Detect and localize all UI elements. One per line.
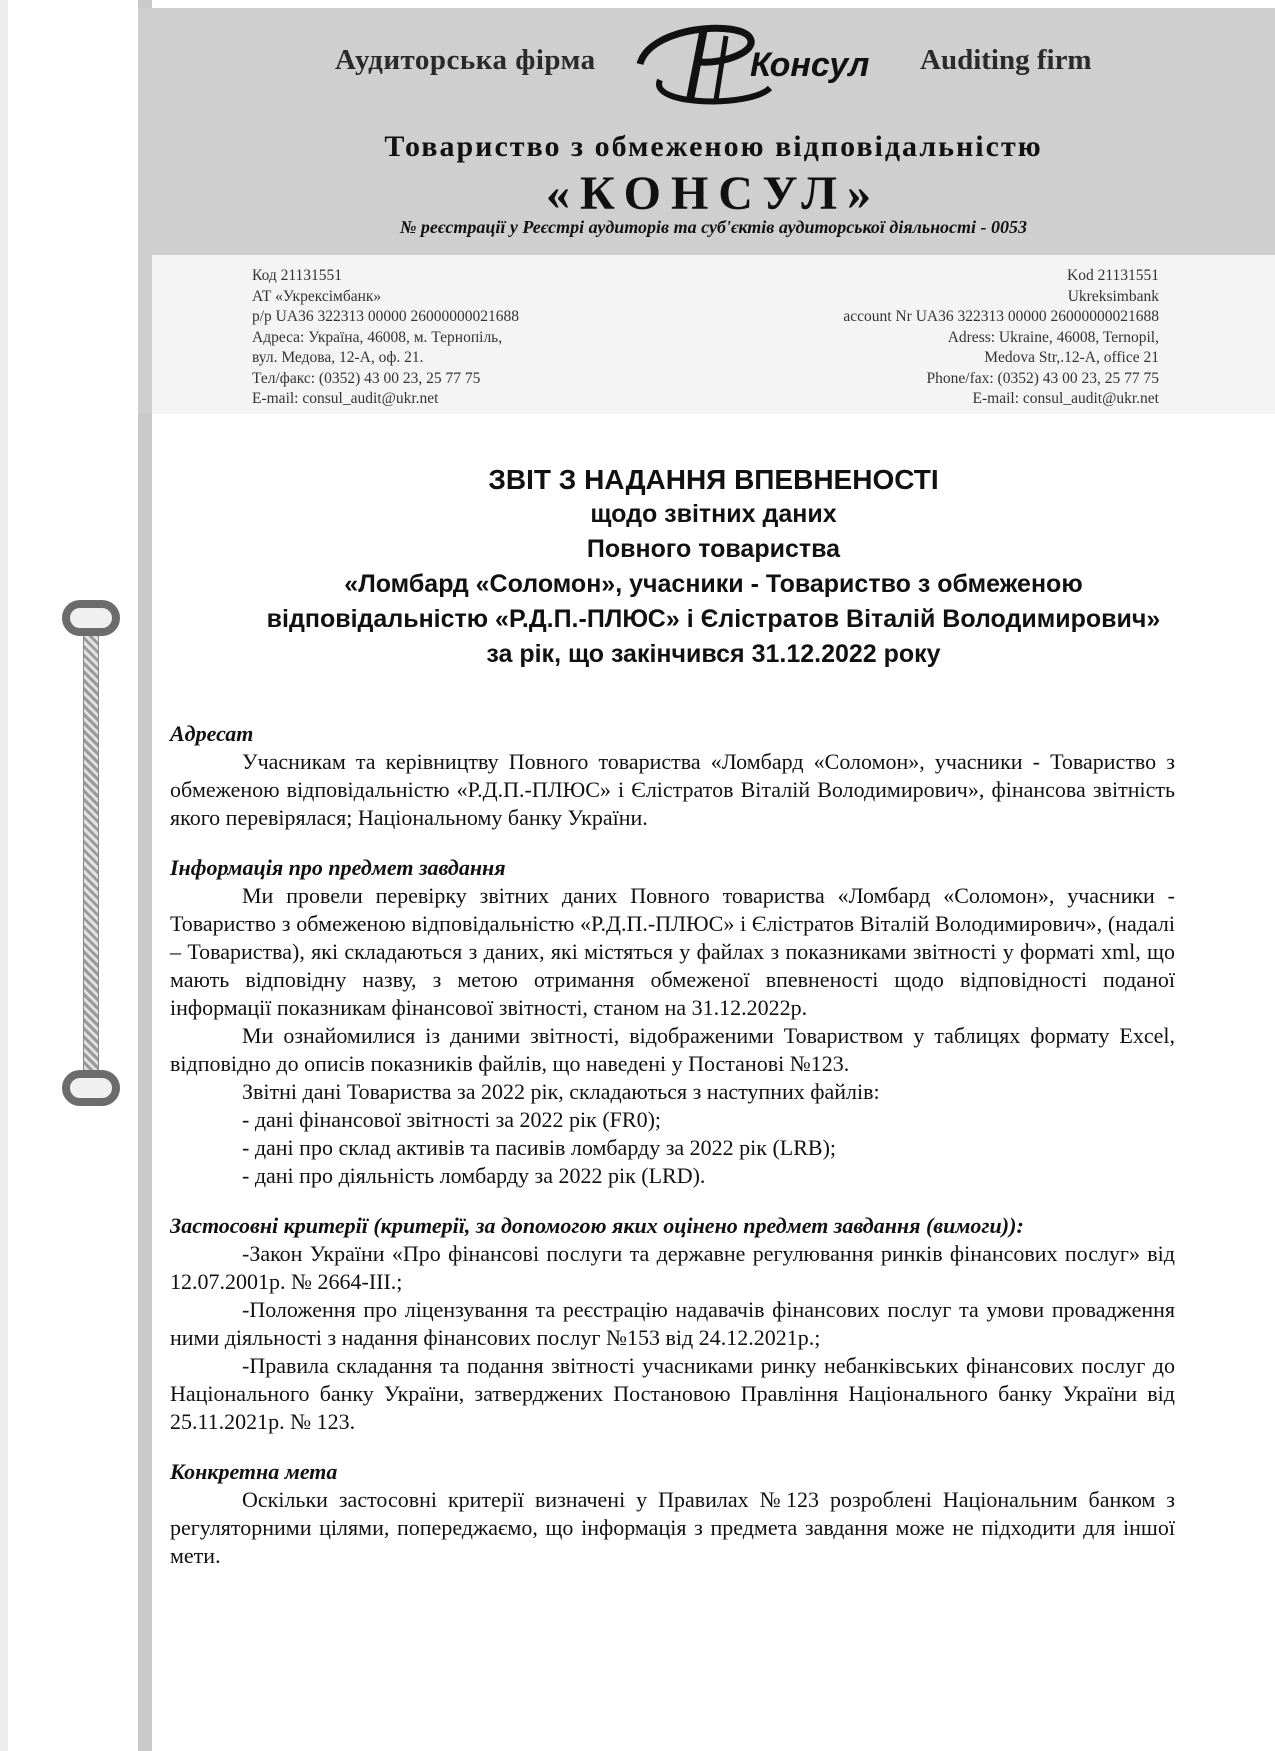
- paragraph: Звітні дані Товариства за 2022 рік, складаються з наступних файлів:: [242, 1079, 880, 1104]
- contact-line: АТ «Укрексімбанк»: [252, 287, 382, 305]
- title-line: відповідальністю «Р.Д.П.-ПЛЮС» і Єлістратов Віталій Володимирович»: [266, 605, 1161, 633]
- section-addressee: [170, 720, 1175, 832]
- contact-line: р/р UA36 322313 00000 26000000021688: [252, 308, 519, 325]
- paragraph: Ми ознайомилися із даними звітності, відображеними Товариством у таблицях формату Excel, відповідно до описів показників файлів, що наведені у Постанові №123.: [170, 1023, 1175, 1076]
- contact-line: Kod 21131551: [1067, 267, 1159, 284]
- binding-cord: [83, 620, 99, 1090]
- report-body: [170, 720, 1175, 1592]
- paragraph: Оскільки застосовні критерії визначені у Правилах №123 розроблені Національним банком з регуляторними цілями, попереджаємо, що інформація з предмета завдання може не підходити для іншої мети.: [170, 1487, 1175, 1568]
- paragraph: Ми провели перевірку звітних даних Повного товариства «Ломбард «Соломон», учасники - Товариство з обмеженою відповідальністю «Р.Д.П.-ПЛЮС» і Єлістратов Віталій Володимирович», (надалі – Товариства), які складаються з даних, які містяться у файлах з показниками звітності у форматі xml, що мають відповідну назву, з метою отримання обмеженої впевненості щодо відповідності поданої інформації показникам фінансової звітності, станом на 31.12.2022р.: [170, 883, 1175, 1020]
- title-line: за рік, що закінчився 31.12.2022 року: [486, 640, 941, 668]
- contact-line: вул. Медова, 12-А, оф. 21.: [252, 349, 424, 366]
- title-line: Повного товариства: [586, 535, 841, 563]
- paragraph: -Закон України «Про фінансові послуги та державне регулювання ринків фінансових послуг» від 12.07.2001р. № 2664-ІІІ.;: [170, 1241, 1175, 1294]
- contact-email: E-mail: consul_audit@ukr.net: [252, 390, 439, 407]
- org-type: Товариство з обмеженою відповідальністю: [384, 130, 1043, 163]
- contact-email: E-mail: consul_audit@ukr.net: [972, 390, 1159, 407]
- binding-ring-bottom: [62, 1070, 120, 1106]
- section-criteria: [170, 1212, 1175, 1436]
- title-line: «Ломбард «Соломон», учасники - Товариство з обмеженою: [344, 570, 1083, 598]
- section-subject: [170, 854, 1175, 1190]
- section-heading: Застосовні критерії (критерії, за допомогою яких оцінено предмет завдання (вимоги)):: [170, 1213, 1024, 1238]
- binding-spine: [0, 0, 8, 1751]
- paragraph: Учасникам та керівництву Повного товариства «Ломбард «Соломон», учасники - Товариство з обмеженою відповідальністю «Р.Д.П.-ПЛЮС» і Єлістратов Віталій Володимирович», фінансова звітність якого перевірялася; Національному банку України.: [170, 749, 1175, 830]
- title-line: щодо звітних даних: [590, 500, 837, 528]
- firm-label-en: Auditing firm: [920, 44, 1092, 76]
- contact-line: Адреса: Україна, 46008, м. Тернопіль,: [252, 328, 503, 346]
- firm-label-ua: Аудиторська фірма: [335, 44, 596, 76]
- report-title: [152, 462, 1275, 672]
- contact-line: Код 21131551: [252, 267, 343, 284]
- section-heading: Адресат: [170, 721, 254, 746]
- list-item: - дані про склад активів та пасивів ломбарду за 2022 рік (LRB);: [242, 1135, 837, 1160]
- section-heading: Інформація про предмет завдання: [170, 855, 506, 880]
- paragraph: -Правила складання та подання звітності учасниками ринку небанківських фінансових послуг до Національного банку України, затверджених Постановою Правління Національного банку України від 25.11.2021р. № 123.: [170, 1353, 1175, 1434]
- contacts-ua: [252, 266, 519, 410]
- contact-line: Adress: Ukraine, 46008, Ternopil,: [947, 328, 1159, 346]
- registry-number: № реєстрації у Реєстрі аудиторів та суб'єктів аудиторської діяльності - 0053: [399, 217, 1028, 237]
- contacts-en: [843, 266, 1159, 410]
- contact-line: Medova Str,.12-A, office 21: [984, 349, 1159, 366]
- list-item: - дані про діяльність ломбарду за 2022 рік (LRD).: [242, 1163, 706, 1188]
- binding-ring-top: [62, 600, 120, 636]
- title-line: ЗВІТ З НАДАННЯ ВПЕВНЕНОСТІ: [488, 464, 939, 495]
- paragraph: -Положення про ліцензування та реєстрацію надавачів фінансових послуг та умови провадження ними діяльності з надання фінансових послуг №153 від 24.12.2021р.;: [170, 1297, 1175, 1350]
- logo-text: Консул: [750, 46, 870, 84]
- section-purpose: [170, 1458, 1175, 1570]
- konsul-logo: [630, 18, 890, 110]
- contact-line: Тел/факс: (0352) 43 00 23, 25 77 75: [252, 369, 481, 387]
- contact-line: Ukreksimbank: [1067, 287, 1159, 305]
- org-name: «КОНСУЛ»: [546, 167, 881, 220]
- contact-line: account Nr UA36 322313 00000 26000000021688: [843, 308, 1159, 325]
- list-item: - дані фінансової звітності за 2022 рік (FR0);: [242, 1107, 662, 1132]
- section-heading: Конкретна мета: [170, 1459, 338, 1484]
- contact-line: Phone/fax: (0352) 43 00 23, 25 77 75: [926, 369, 1159, 387]
